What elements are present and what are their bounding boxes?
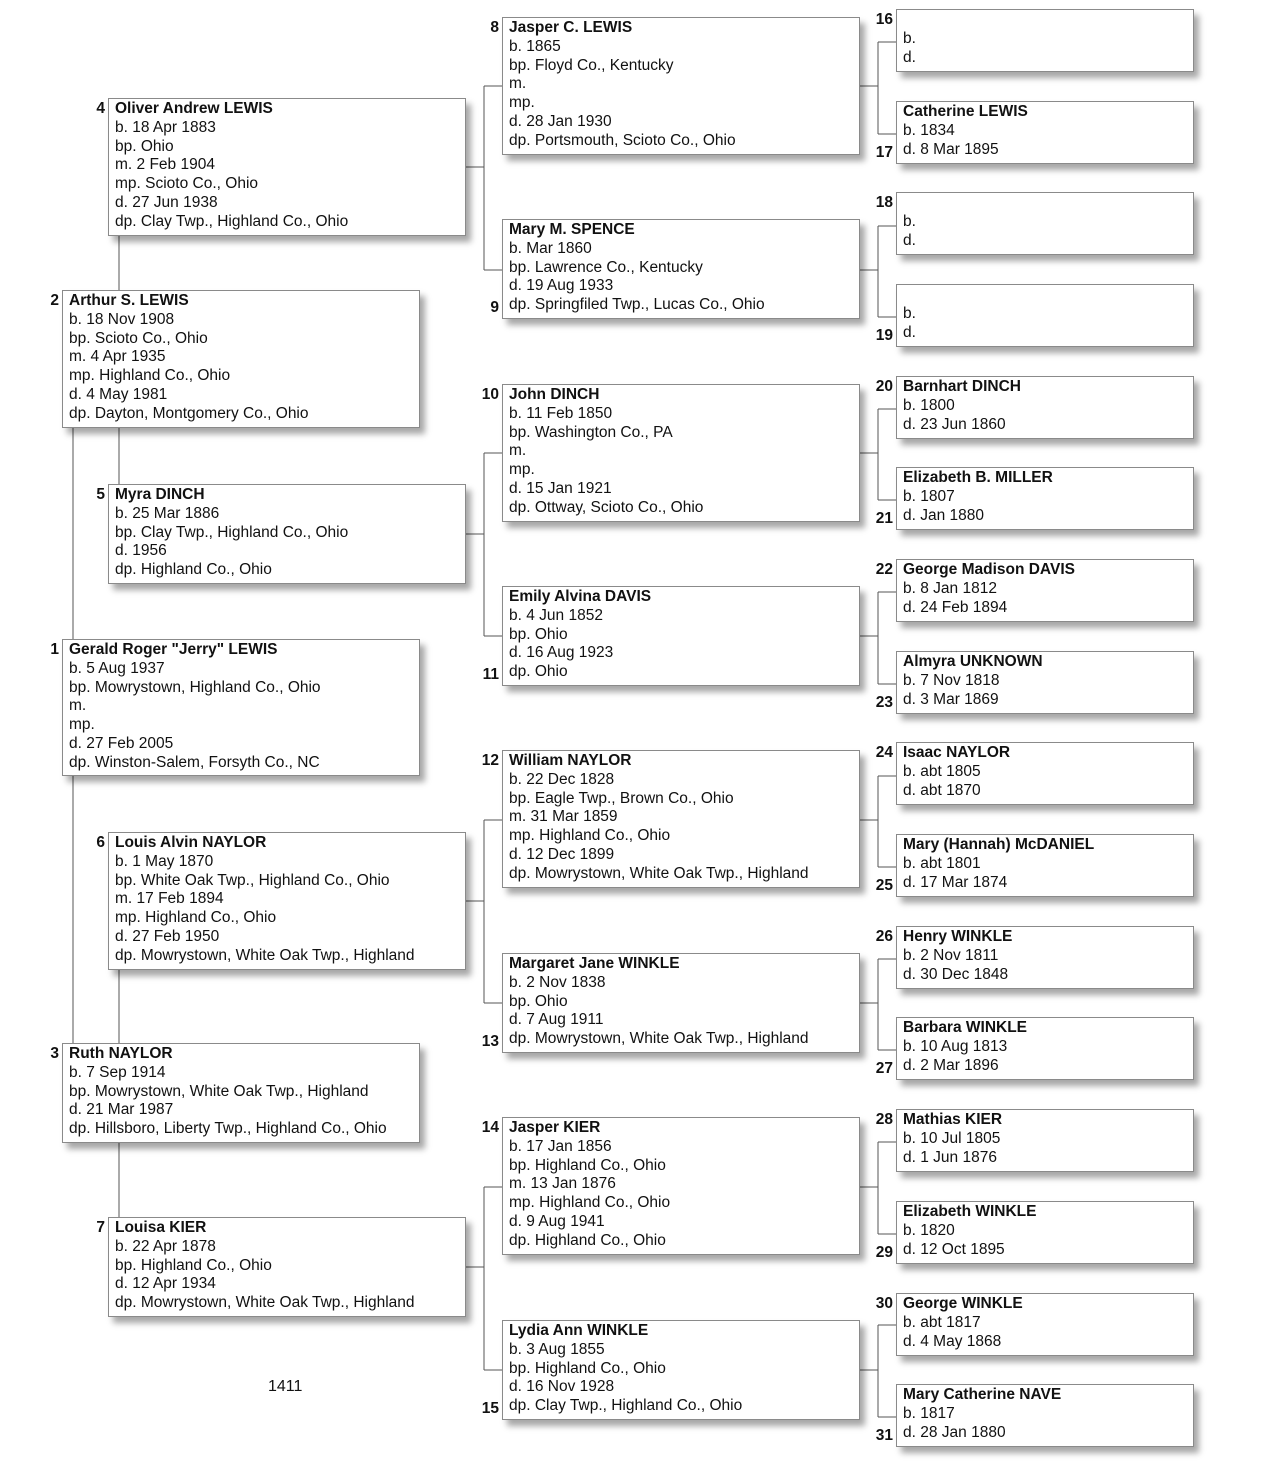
person-name: Oliver Andrew LEWIS (115, 100, 273, 117)
person-name: Elizabeth WINKLE (903, 1203, 1037, 1220)
person-name: Mathias KIER (903, 1111, 1003, 1128)
person-detail: m. (509, 75, 527, 93)
person-box (108, 98, 466, 236)
person-box (108, 1217, 466, 1317)
ahnentafel-number: 23 (875, 694, 893, 711)
person-detail: bp. Highland Co., Ohio (115, 1256, 272, 1274)
person-name: Mary (Hannah) McDANIEL (903, 836, 1095, 853)
person-box (896, 1109, 1194, 1172)
person-detail: mp. Scioto Co., Ohio (115, 175, 259, 193)
ahnentafel-number: 27 (875, 1060, 893, 1077)
person-detail: b. Mar 1860 (509, 239, 592, 257)
ahnentafel-number: 6 (96, 834, 105, 851)
person-name (903, 194, 1193, 213)
person-detail: dp. Mowrystown, White Oak Twp., Highland (115, 946, 415, 964)
person-detail: d. 4 May 1981 (69, 385, 168, 403)
person-detail: b. 8 Jan 1812 (903, 579, 997, 597)
person-detail: b. 7 Nov 1818 (903, 671, 1000, 689)
person-detail: mp. (509, 94, 535, 112)
person-detail: bp. Washington Co., PA (509, 423, 673, 441)
ahnentafel-number: 22 (875, 561, 893, 578)
person-box (108, 832, 466, 970)
person-detail: d. 28 Jan 1880 (903, 1423, 1006, 1441)
person-box (896, 467, 1194, 530)
ahnentafel-number: 5 (96, 486, 105, 503)
person-detail: d. 16 Aug 1923 (509, 644, 614, 662)
person-detail: d. 12 Apr 1934 (115, 1275, 216, 1293)
person-detail: mp. (509, 461, 535, 479)
ahnentafel-number: 18 (875, 194, 893, 211)
person-detail: b. 22 Dec 1828 (509, 770, 615, 788)
person-name: Louisa KIER (115, 1219, 207, 1236)
person-detail: bp. Highland Co., Ohio (509, 1359, 666, 1377)
person-detail: d. 15 Jan 1921 (509, 479, 612, 497)
person-detail: b. 11 Feb 1850 (509, 404, 613, 422)
person-detail: b. 1820 (903, 1221, 955, 1239)
person-box (502, 750, 860, 888)
ahnentafel-number: 19 (875, 327, 893, 344)
person-box (896, 926, 1194, 989)
person-detail: b. abt 1801 (903, 854, 981, 872)
person-detail: d. 2 Mar 1896 (903, 1056, 999, 1074)
person-detail: dp. Highland Co., Ohio (509, 1231, 666, 1249)
person-box (62, 1043, 420, 1143)
ahnentafel-number: 25 (875, 877, 893, 894)
person-detail: bp. Ohio (115, 137, 174, 155)
person-detail: m. (69, 697, 87, 715)
person-detail: d. 27 Jun 1938 (115, 193, 218, 211)
ahnentafel-number: 4 (96, 100, 105, 117)
person-name: Henry WINKLE (903, 928, 1013, 945)
person-name: Emily Alvina DAVIS (509, 588, 652, 605)
person-detail: bp. Mowrystown, White Oak Twp., Highland (69, 1082, 369, 1100)
person-detail: b. 1807 (903, 487, 955, 505)
person-box (896, 559, 1194, 622)
ahnentafel-number: 11 (482, 666, 499, 683)
person-box (896, 651, 1194, 714)
ahnentafel-number: 30 (875, 1295, 893, 1312)
person-detail: mp. (69, 716, 95, 734)
ahnentafel-number: 15 (481, 1400, 499, 1417)
person-detail: b. 2 Nov 1811 (903, 946, 999, 964)
ahnentafel-number: 3 (50, 1045, 59, 1062)
person-name (903, 286, 1193, 305)
person-detail: d. 23 Jun 1860 (903, 415, 1006, 433)
person-name: Lydia Ann WINKLE (509, 1322, 649, 1339)
ahnentafel-number: 2 (50, 292, 59, 309)
person-detail: dp. Springfiled Twp., Lucas Co., Ohio (509, 296, 765, 314)
page-number: 1411 (268, 1378, 303, 1395)
person-detail: dp. Mowrystown, White Oak Twp., Highland (509, 864, 809, 882)
person-detail: b. 1 May 1870 (115, 852, 214, 870)
person-detail: b. 10 Aug 1813 (903, 1037, 1008, 1055)
person-detail: dp. Clay Twp., Highland Co., Ohio (115, 212, 349, 230)
ahnentafel-number: 16 (875, 11, 893, 28)
person-detail: d. 9 Aug 1941 (509, 1212, 605, 1230)
person-detail: d. 27 Feb 1950 (115, 927, 220, 945)
person-name: Jasper C. LEWIS (509, 19, 633, 36)
person-name: William NAYLOR (509, 752, 632, 769)
person-box (896, 742, 1194, 805)
person-detail: m. (509, 442, 527, 460)
person-box (896, 284, 1194, 347)
person-detail: dp. Winston-Salem, Forsyth Co., NC (69, 753, 320, 771)
person-name: Ruth NAYLOR (69, 1045, 173, 1062)
person-detail: b. 7 Sep 1914 (69, 1063, 166, 1081)
ahnentafel-number: 14 (481, 1119, 499, 1136)
person-detail: d. (903, 231, 916, 249)
person-detail: b. 1834 (903, 121, 955, 139)
person-box (108, 484, 466, 584)
ahnentafel-number: 13 (481, 1033, 499, 1050)
person-name: Louis Alvin NAYLOR (115, 834, 267, 851)
person-name: Barnhart DINCH (903, 378, 1021, 395)
ahnentafel-number: 21 (875, 510, 893, 527)
person-detail: m. 13 Jan 1876 (509, 1175, 616, 1193)
ahnentafel-number: 8 (490, 19, 499, 36)
person-detail: mp. Highland Co., Ohio (115, 909, 277, 927)
person-box (896, 1201, 1194, 1264)
person-detail: dp. Clay Twp., Highland Co., Ohio (509, 1397, 743, 1415)
ahnentafel-number: 28 (875, 1111, 893, 1128)
person-detail: bp. Floyd Co., Kentucky (509, 56, 674, 74)
person-detail: b. (903, 29, 916, 47)
person-detail: b. (903, 212, 916, 230)
person-detail: d. 16 Nov 1928 (509, 1378, 615, 1396)
person-detail: b. abt 1805 (903, 762, 981, 780)
person-detail: b. 17 Jan 1856 (509, 1137, 612, 1155)
person-box (502, 1320, 860, 1420)
person-detail: dp. Portsmouth, Scioto Co., Ohio (509, 131, 736, 149)
person-name: Mary M. SPENCE (509, 221, 635, 238)
person-detail: mp. Highland Co., Ohio (509, 1194, 671, 1212)
person-name: Barbara WINKLE (903, 1019, 1028, 1036)
person-detail: d. 27 Feb 2005 (69, 734, 174, 752)
ahnentafel-number: 31 (875, 1427, 893, 1444)
ahnentafel-number: 10 (481, 386, 499, 403)
person-detail: b. 25 Mar 1886 (115, 504, 220, 522)
person-name: Isaac NAYLOR (903, 744, 1011, 761)
person-name: George Madison DAVIS (903, 561, 1075, 578)
person-name: Arthur S. LEWIS (69, 292, 189, 309)
person-detail: d. 1956 (115, 542, 167, 560)
person-detail: bp. Ohio (509, 992, 568, 1010)
person-detail: m. 2 Feb 1904 (115, 156, 215, 174)
person-detail: mp. Highland Co., Ohio (69, 367, 231, 385)
person-box (502, 219, 860, 319)
person-detail: b. 5 Aug 1937 (69, 659, 165, 677)
person-detail: d. 12 Oct 1895 (903, 1240, 1005, 1258)
person-detail: b. 1865 (509, 37, 561, 55)
person-detail: b. 18 Apr 1883 (115, 118, 216, 136)
ahnentafel-number: 26 (875, 928, 893, 945)
ahnentafel-number: 7 (96, 1219, 105, 1236)
person-box (896, 834, 1194, 897)
person-box (502, 1117, 860, 1255)
person-detail: d. 21 Mar 1987 (69, 1101, 174, 1119)
person-detail: b. 4 Jun 1852 (509, 606, 603, 624)
person-detail: bp. White Oak Twp., Highland Co., Ohio (115, 871, 390, 889)
person-name: George WINKLE (903, 1295, 1023, 1312)
person-detail: d. 1 Jun 1876 (903, 1148, 997, 1166)
person-detail: b. 22 Apr 1878 (115, 1237, 216, 1255)
person-detail: bp. Lawrence Co., Kentucky (509, 258, 703, 276)
ahnentafel-number: 24 (875, 744, 893, 761)
person-detail: d. 28 Jan 1930 (509, 112, 612, 130)
person-detail: b. 1817 (903, 1404, 955, 1422)
person-detail: d. 17 Mar 1874 (903, 873, 1008, 891)
ahnentafel-number: 17 (875, 144, 893, 161)
person-box (502, 17, 860, 155)
person-name: Myra DINCH (115, 486, 205, 503)
person-detail: d. (903, 323, 916, 341)
person-detail: dp. Dayton, Montgomery Co., Ohio (69, 404, 309, 422)
person-detail: d. 4 May 1868 (903, 1332, 1002, 1350)
person-box (896, 1017, 1194, 1080)
person-box (896, 9, 1194, 72)
person-detail: m. 31 Mar 1859 (509, 808, 618, 826)
person-detail: d. 12 Dec 1899 (509, 845, 615, 863)
person-box (896, 1293, 1194, 1356)
person-box (502, 586, 860, 686)
person-detail: d. 3 Mar 1869 (903, 690, 999, 708)
person-detail: m. 4 Apr 1935 (69, 348, 166, 366)
person-box (62, 639, 420, 776)
person-detail: d. Jan 1880 (903, 506, 985, 524)
person-box (896, 376, 1194, 439)
person-detail: bp. Scioto Co., Ohio (69, 329, 208, 347)
person-name: Gerald Roger "Jerry" LEWIS (69, 641, 278, 658)
person-detail: bp. Highland Co., Ohio (509, 1156, 666, 1174)
person-name: Jasper KIER (509, 1119, 601, 1136)
person-detail: dp. Ottway, Scioto Co., Ohio (509, 498, 704, 516)
person-detail: b. abt 1817 (903, 1313, 981, 1331)
person-detail: b. 18 Nov 1908 (69, 310, 175, 328)
person-detail: b. 1800 (903, 396, 955, 414)
person-name: Mary Catherine NAVE (903, 1386, 1062, 1403)
person-detail: b. 2 Nov 1838 (509, 973, 606, 991)
person-detail: mp. Highland Co., Ohio (509, 827, 671, 845)
ahnentafel-number: 20 (875, 378, 893, 395)
person-detail: dp. Highland Co., Ohio (115, 561, 272, 579)
ahnentafel-number: 1 (50, 641, 59, 658)
person-name: Margaret Jane WINKLE (509, 955, 680, 972)
person-detail: m. 17 Feb 1894 (115, 890, 224, 908)
person-detail: b. (903, 304, 916, 322)
person-detail: d. (903, 48, 916, 66)
person-detail: d. 30 Dec 1848 (903, 965, 1009, 983)
person-box (896, 1384, 1194, 1447)
person-detail: bp. Mowrystown, Highland Co., Ohio (69, 678, 321, 696)
person-name (903, 11, 1193, 30)
person-detail: b. 3 Aug 1855 (509, 1340, 605, 1358)
person-detail: dp. Mowrystown, White Oak Twp., Highland (115, 1294, 415, 1312)
person-name: Catherine LEWIS (903, 103, 1028, 120)
person-detail: bp. Clay Twp., Highland Co., Ohio (115, 523, 349, 541)
person-detail: dp. Ohio (509, 663, 568, 681)
person-box (62, 290, 420, 428)
person-detail: d. 24 Feb 1894 (903, 598, 1008, 616)
person-box (502, 953, 860, 1053)
person-box (896, 101, 1194, 164)
person-box (896, 192, 1194, 255)
ahnentafel-number: 9 (490, 299, 499, 316)
person-detail: b. 10 Jul 1805 (903, 1129, 1001, 1147)
ahnentafel-number: 29 (875, 1244, 893, 1261)
person-detail: d. 7 Aug 1911 (509, 1011, 604, 1029)
person-name: John DINCH (509, 386, 600, 403)
person-box (502, 384, 860, 522)
person-detail: d. 19 Aug 1933 (509, 277, 614, 295)
person-name: Elizabeth B. MILLER (903, 469, 1053, 486)
person-detail: dp. Hillsboro, Liberty Twp., Highland Co., Ohio (69, 1120, 387, 1138)
person-detail: bp. Eagle Twp., Brown Co., Ohio (509, 789, 734, 807)
person-detail: bp. Ohio (509, 625, 568, 643)
person-detail: dp. Mowrystown, White Oak Twp., Highland (509, 1030, 809, 1048)
ahnentafel-number: 12 (481, 752, 499, 769)
person-detail: d. 8 Mar 1895 (903, 140, 999, 158)
person-detail: d. abt 1870 (903, 781, 981, 799)
person-name: Almyra UNKNOWN (903, 653, 1043, 670)
